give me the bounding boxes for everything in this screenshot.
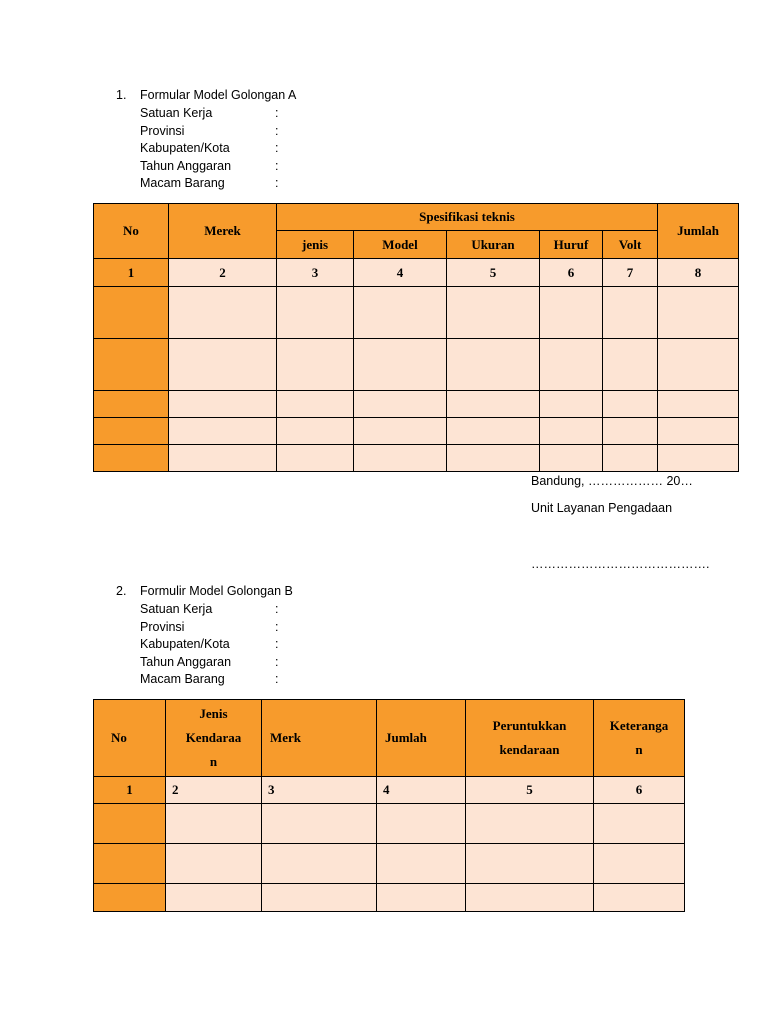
field-label: Macam Barang [140, 176, 225, 191]
form-a-table [93, 203, 739, 472]
field-label: Kabupaten/Kota [140, 637, 230, 652]
table-cell[interactable] [166, 844, 262, 884]
form-a-title-line [116, 87, 296, 105]
signature-unit: Unit Layanan Pengadaan [531, 501, 673, 515]
col-number: 1 [94, 259, 169, 287]
table-cell[interactable] [166, 804, 262, 844]
table-cell[interactable] [169, 418, 277, 445]
table-number-row [94, 777, 685, 804]
header-no: No [94, 700, 166, 777]
header-jumlah: Jumlah [658, 204, 739, 259]
table-cell[interactable] [603, 445, 658, 472]
header-peruntukkan-kendaraan [466, 700, 594, 777]
table-cell[interactable] [603, 339, 658, 391]
header-ukuran: Ukuran [447, 231, 540, 259]
table-cell[interactable] [540, 418, 603, 445]
form-a-field-macam-barang [140, 175, 278, 193]
table-cell[interactable] [262, 844, 377, 884]
form-b-title-line [116, 583, 293, 601]
table-cell[interactable] [354, 445, 447, 472]
header-merek: Merek [169, 204, 277, 259]
table-cell[interactable] [94, 391, 169, 418]
table-cell[interactable] [658, 391, 739, 418]
table-number-row [94, 259, 739, 287]
table-cell[interactable] [603, 287, 658, 339]
header-huruf: Huruf [540, 231, 603, 259]
table-cell[interactable] [466, 884, 594, 912]
table-row [94, 445, 739, 472]
table-cell[interactable] [603, 418, 658, 445]
form-b-title: Formulir Model Golongan B [140, 584, 293, 598]
form-a-field-tahun-anggaran [140, 158, 278, 176]
table-cell[interactable] [594, 844, 685, 884]
table-cell[interactable] [169, 445, 277, 472]
table-cell[interactable] [277, 287, 354, 339]
table-cell[interactable] [354, 391, 447, 418]
header-no: No [94, 204, 169, 259]
signature-line: ……………………………………. [531, 557, 710, 571]
header-model: Model [354, 231, 447, 259]
table-row [94, 418, 739, 445]
table-cell[interactable] [658, 445, 739, 472]
field-colon: : [275, 672, 279, 687]
table-cell[interactable] [447, 287, 540, 339]
header-volt: Volt [603, 231, 658, 259]
header-keterangan [594, 700, 685, 777]
header-jenis-line-3: n [209, 754, 218, 769]
form-b-field-macam-barang [140, 671, 278, 689]
col-number: 6 [594, 777, 685, 804]
field-label: Satuan Kerja [140, 602, 213, 616]
table-cell[interactable] [94, 287, 169, 339]
table-cell[interactable] [94, 884, 166, 912]
table-cell[interactable] [169, 339, 277, 391]
header-jenis-kendaraan [166, 700, 262, 777]
table-cell[interactable] [262, 884, 377, 912]
header-merk: Merk [262, 700, 377, 777]
field-colon: : [275, 106, 279, 120]
col-number: 4 [354, 259, 447, 287]
table-cell[interactable] [354, 339, 447, 391]
table-cell[interactable] [658, 339, 739, 391]
header-jumlah: Jumlah [377, 700, 466, 777]
header-jenis: jenis [277, 231, 354, 259]
col-number: 4 [377, 777, 466, 804]
header-keterangan-line-1: Keteranga [609, 718, 669, 733]
col-number: 6 [540, 259, 603, 287]
table-header-row [94, 700, 685, 777]
table-cell[interactable] [169, 287, 277, 339]
header-jenis-line-2: Kendaraa [185, 730, 242, 745]
table-cell[interactable] [447, 391, 540, 418]
col-number: 5 [466, 777, 594, 804]
table-cell[interactable] [447, 339, 540, 391]
field-colon: : [275, 602, 279, 616]
col-number: 8 [658, 259, 739, 287]
form-b-number: 2. [116, 584, 127, 598]
table-cell[interactable] [603, 391, 658, 418]
form-b-table [93, 699, 685, 912]
table-cell[interactable] [447, 418, 540, 445]
header-peruntukkan-line-1: Peruntukkan [492, 718, 567, 733]
table-cell[interactable] [262, 804, 377, 844]
col-number: 1 [94, 777, 166, 804]
form-b-field-provinsi [140, 619, 278, 637]
field-colon: : [275, 654, 279, 669]
table-cell[interactable] [540, 287, 603, 339]
field-label: Provinsi [140, 123, 185, 138]
table-cell[interactable] [540, 445, 603, 472]
table-cell[interactable] [94, 445, 169, 472]
table-cell[interactable] [658, 287, 739, 339]
table-cell[interactable] [540, 391, 603, 418]
table-row [94, 339, 739, 391]
col-number: 2 [169, 259, 277, 287]
table-row [94, 391, 739, 418]
table-cell[interactable] [658, 418, 739, 445]
col-number: 7 [603, 259, 658, 287]
form-a-field-satuan-kerja [140, 105, 278, 123]
col-number: 2 [166, 777, 262, 804]
header-spesifikasi-teknis: Spesifikasi teknis [277, 204, 658, 231]
table-cell[interactable] [166, 884, 262, 912]
header-jenis-line-1: Jenis [199, 706, 228, 721]
table-cell[interactable] [94, 804, 166, 844]
form-a-title: Formular Model Golongan A [140, 88, 297, 102]
table-row [94, 287, 739, 339]
field-colon: : [275, 123, 279, 138]
form-a-number: 1. [116, 88, 127, 102]
header-peruntukkan-line-2: kendaraan [499, 742, 560, 757]
table-cell[interactable] [354, 418, 447, 445]
table-cell[interactable] [466, 844, 594, 884]
table-cell[interactable] [277, 418, 354, 445]
table-cell[interactable] [277, 391, 354, 418]
form-b-field-satuan-kerja [140, 601, 278, 619]
table-row [94, 884, 685, 912]
header-keterangan-line-2: n [635, 742, 643, 757]
table-row [94, 804, 685, 844]
field-label: Tahun Anggaran [140, 158, 232, 173]
table-cell[interactable] [377, 804, 466, 844]
col-number: 3 [277, 259, 354, 287]
table-cell[interactable] [94, 339, 169, 391]
table-cell[interactable] [447, 445, 540, 472]
table-cell[interactable] [594, 804, 685, 844]
signature-place-date: Bandung, ……………… 20… [531, 474, 693, 488]
table-cell[interactable] [169, 391, 277, 418]
field-colon: : [275, 158, 279, 173]
form-a-field-kabupaten-kota [140, 140, 278, 158]
form-b-field-kabupaten-kota [140, 636, 278, 654]
field-label: Tahun Anggaran [140, 654, 232, 669]
field-label: Kabupaten/Kota [140, 141, 230, 156]
field-colon: : [275, 176, 279, 191]
field-label: Macam Barang [140, 672, 225, 687]
table-cell[interactable] [94, 418, 169, 445]
table-header-row [94, 204, 739, 231]
table-cell[interactable] [277, 445, 354, 472]
col-number: 3 [262, 777, 377, 804]
field-colon: : [275, 637, 279, 652]
col-number: 5 [447, 259, 540, 287]
field-label: Satuan Kerja [140, 106, 213, 120]
table-cell[interactable] [277, 339, 354, 391]
table-cell[interactable] [466, 804, 594, 844]
form-b-field-tahun-anggaran [140, 654, 278, 672]
form-a-field-provinsi [140, 123, 278, 141]
table-cell[interactable] [377, 844, 466, 884]
field-label: Provinsi [140, 619, 185, 634]
table-row [94, 844, 685, 884]
field-colon: : [275, 619, 279, 634]
table-cell[interactable] [594, 884, 685, 912]
table-cell[interactable] [94, 844, 166, 884]
table-cell[interactable] [354, 287, 447, 339]
table-cell[interactable] [377, 884, 466, 912]
field-colon: : [275, 141, 279, 156]
table-cell[interactable] [540, 339, 603, 391]
